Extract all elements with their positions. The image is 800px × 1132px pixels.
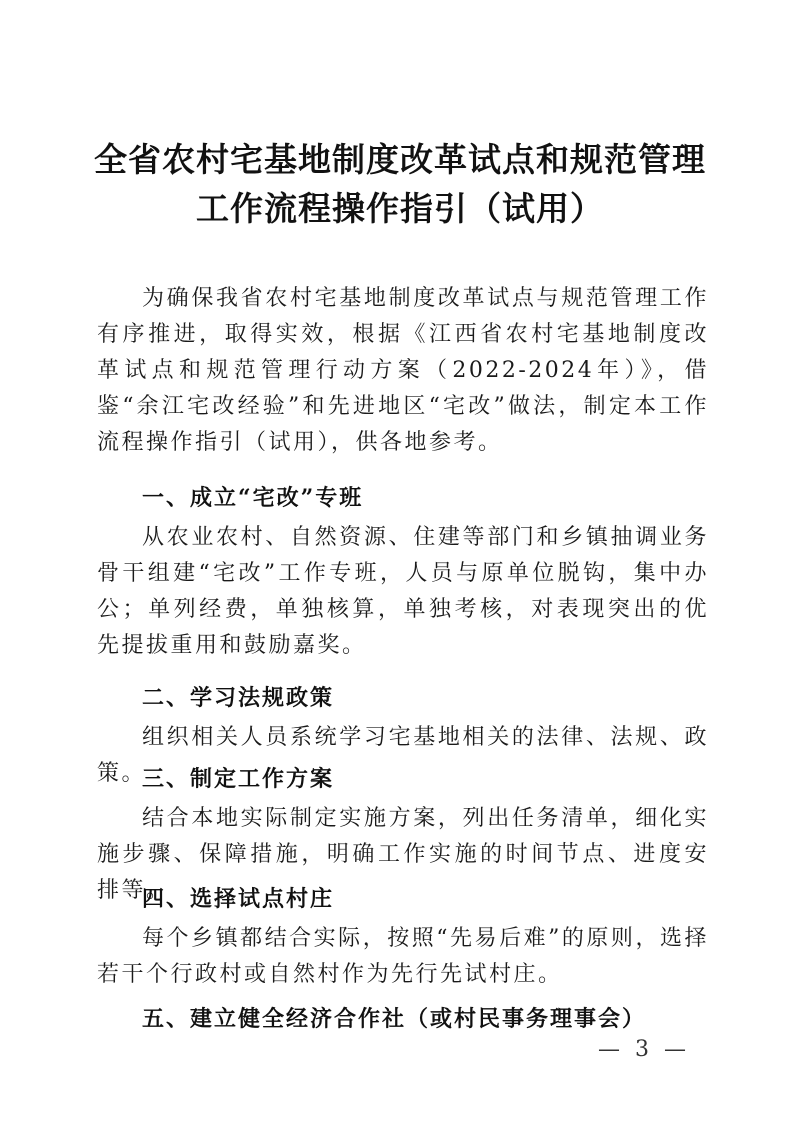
section-body-3: 结合本地实际制定实施方案，列出任务清单，细化实施步骤、保障措施，明确工作实施的时间节点、进度安排等。 bbox=[97, 806, 709, 903]
section-heading-4: 四、选择试点村庄 bbox=[142, 886, 335, 912]
section-body-1: 从农业农村、自然资源、住建等部门和乡镇抽调业务骨干组建“宅改”工作专班，人员与原单位脱钩，集中办公；单列经费，单独核算，单独考核，对表现突出的优先提拔重用和鼓励嘉奖。 bbox=[97, 525, 709, 658]
document-title-line1: 全省农村宅基地制度改革试点和规范管理 bbox=[94, 140, 706, 179]
intro-paragraph: 为确保我省农村宅基地制度改革试点与规范管理工作有序推进，取得实效，根据《江西省农村宅基地制度改革试点和规范管理行动方案（2022-2024年）》，借鉴“余江宅改经验”和先进地区“宅改”做法，制定本工作流程操作指引（试用），供各地参考。 bbox=[97, 286, 709, 455]
document-title-line2: 工作流程操作指引（试用） bbox=[196, 189, 604, 228]
section-heading-3: 三、制定工作方案 bbox=[142, 766, 335, 792]
section-heading-5: 五、建立健全经济合作社（或村民事务理事会） bbox=[142, 1006, 647, 1032]
section-body-4: 每个乡镇都结合实际，按照“先易后难”的原则，选择若干个行政村或自然村作为先行先试村庄。 bbox=[97, 926, 709, 987]
page-number: — 3 — bbox=[598, 1037, 690, 1062]
section-heading-1: 一、成立“宅改”专班 bbox=[142, 485, 364, 511]
section-heading-2: 二、学习法规政策 bbox=[142, 685, 335, 711]
section-body-2: 组织相关人员系统学习宅基地相关的法律、法规、政策。 bbox=[97, 725, 709, 786]
